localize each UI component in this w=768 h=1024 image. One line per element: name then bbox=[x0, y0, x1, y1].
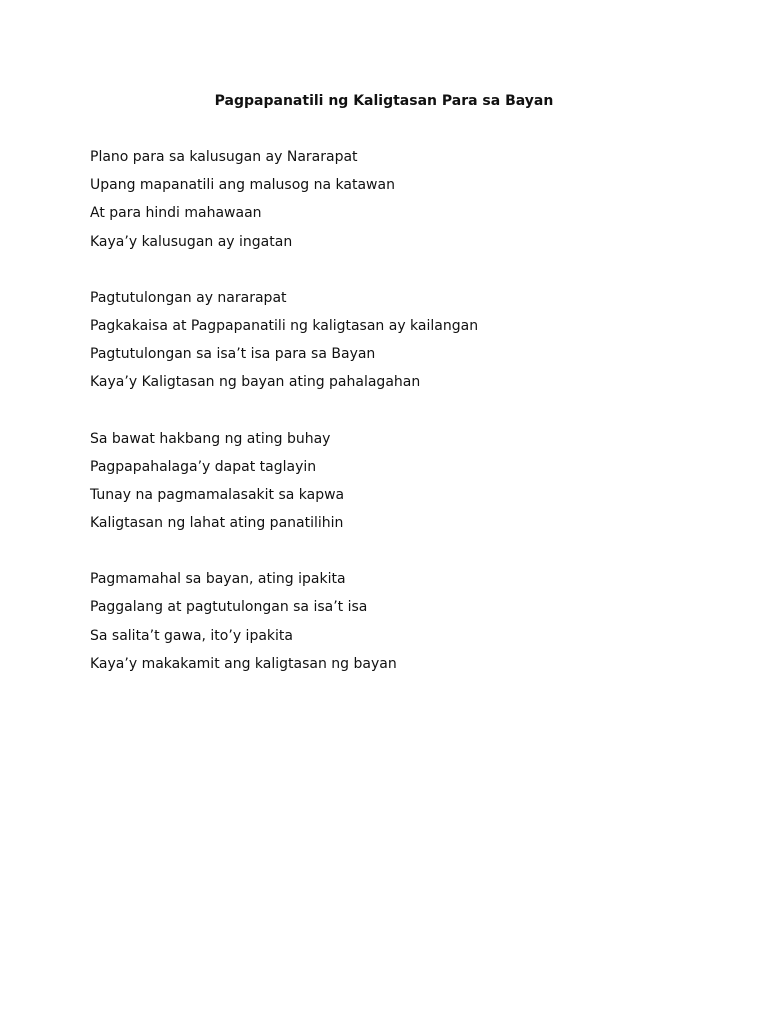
poem-line: Pagmamahal sa bayan, ating ipakita bbox=[90, 571, 346, 588]
document-title: Pagpapanatili ng Kaligtasan Para sa Bayan bbox=[214, 93, 554, 109]
poem-line: Sa bawat hakbang ng ating buhay bbox=[90, 430, 331, 447]
poem-line: Pagtutulongan sa isa’t isa para sa Bayan bbox=[90, 346, 376, 363]
poem-body bbox=[90, 147, 710, 710]
poem-line: Kaya’y kalusugan ay ingatan bbox=[90, 233, 293, 250]
poem-line: Tunay na pagmamalasakit sa kapwa bbox=[90, 486, 345, 503]
stanza-2 bbox=[90, 288, 710, 401]
poem-line: Pagkakaisa at Pagpapanatili ng kaligtasan ay kailangan bbox=[90, 317, 479, 334]
poem-line: Kaya’y Kaligtasan ng bayan ating pahalagahan bbox=[90, 374, 421, 391]
poem-line: Upang mapanatili ang malusog na katawan bbox=[90, 177, 395, 194]
poem-line: Pagtutulongan ay nararapat bbox=[90, 289, 287, 306]
poem-line: Plano para sa kalusugan ay Nararapat bbox=[90, 149, 358, 165]
poem-line: At para hindi mahawaan bbox=[90, 205, 262, 222]
stanza-4 bbox=[90, 569, 710, 682]
poem-line: Paggalang at pagtutulongan sa isa’t isa bbox=[90, 599, 368, 616]
poem-line: Kaya’y makakamit ang kaligtasan ng bayan bbox=[90, 655, 397, 672]
stanza-1 bbox=[90, 147, 710, 260]
poem-line: Sa salita’t gawa, ito’y ipakita bbox=[90, 627, 293, 644]
poem-line: Pagpapahalaga’y dapat taglayin bbox=[90, 458, 317, 475]
stanza-3 bbox=[90, 429, 710, 542]
poem-line: Kaligtasan ng lahat ating panatilihin bbox=[90, 515, 344, 532]
